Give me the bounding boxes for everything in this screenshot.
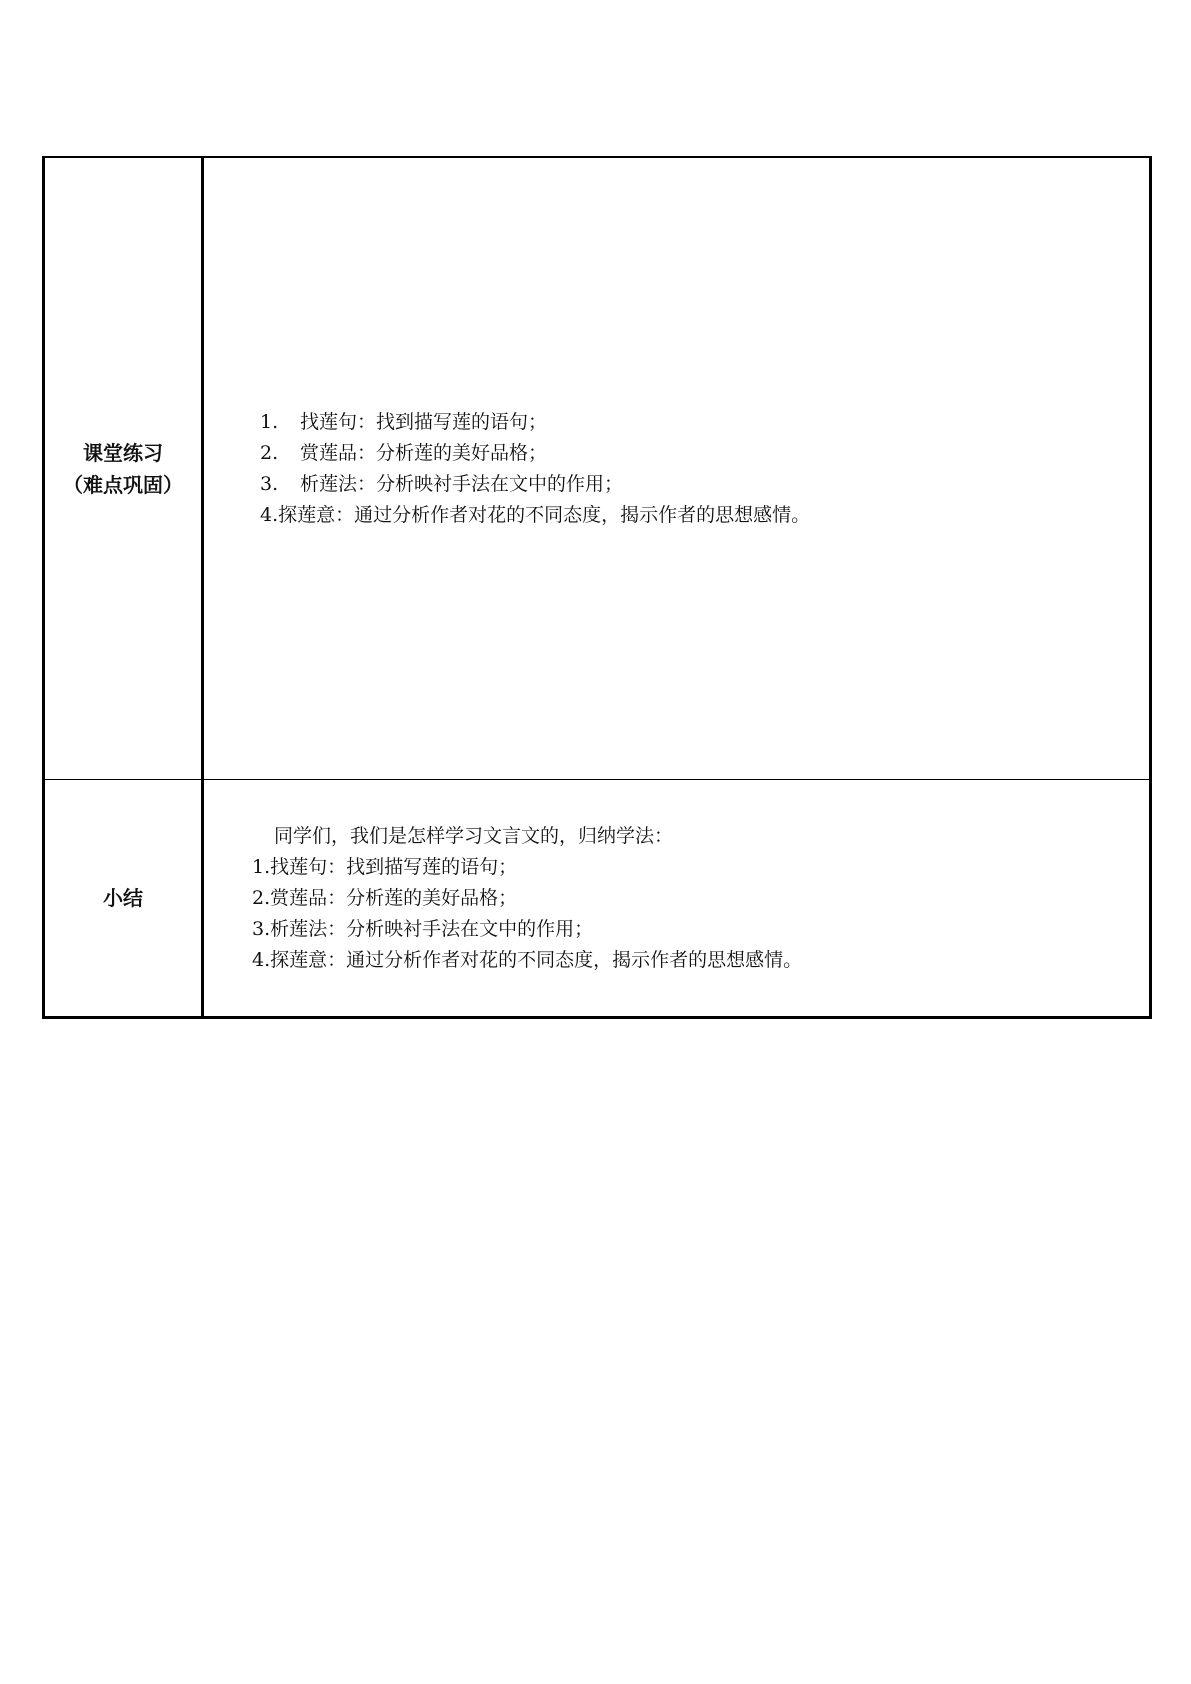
practice-row — [44, 157, 1151, 780]
practice-item-number: 2. — [260, 441, 279, 464]
summary-label: 小结 — [103, 886, 143, 910]
summary-content-cell — [203, 780, 1151, 1018]
practice-item-number: 4. — [260, 503, 279, 526]
practice-item-text: 赏莲品：分析莲的美好品格； — [300, 441, 548, 464]
practice-item-text: 探莲意：通过分析作者对花的不同态度，揭示作者的思想感情。 — [278, 503, 811, 526]
practice-content-cell — [203, 157, 1151, 780]
practice-item-number: 3. — [260, 472, 279, 495]
summary-item: 2.赏莲品：分析莲的美好品格； — [252, 886, 518, 909]
practice-item — [260, 469, 1149, 500]
practice-item — [260, 500, 1149, 531]
practice-item-text: 找莲句：找到描写莲的语句； — [300, 410, 548, 433]
summary-label-cell — [44, 780, 203, 1018]
summary-intro: 同学们，我们是怎样学习文言文的，归纳学法： — [274, 824, 674, 847]
practice-item — [260, 438, 1149, 469]
practice-item — [260, 407, 1149, 438]
practice-label-cell — [44, 157, 203, 780]
summary-item: 3.析莲法：分析映衬手法在文中的作用； — [252, 917, 594, 940]
practice-item-text: 析莲法：分析映衬手法在文中的作用； — [300, 472, 624, 495]
practice-list — [204, 407, 1149, 531]
summary-item: 4.探莲意：通过分析作者对花的不同态度，揭示作者的思想感情。 — [252, 948, 803, 971]
practice-item-number: 1. — [260, 410, 279, 433]
summary-item: 1.找莲句：找到描写莲的语句； — [252, 855, 518, 878]
lesson-table — [42, 156, 1152, 1019]
summary-row — [44, 780, 1151, 1018]
practice-label: 课堂练习 — [83, 440, 163, 465]
practice-sublabel: （难点巩固） — [63, 472, 183, 497]
summary-block — [204, 821, 1149, 976]
